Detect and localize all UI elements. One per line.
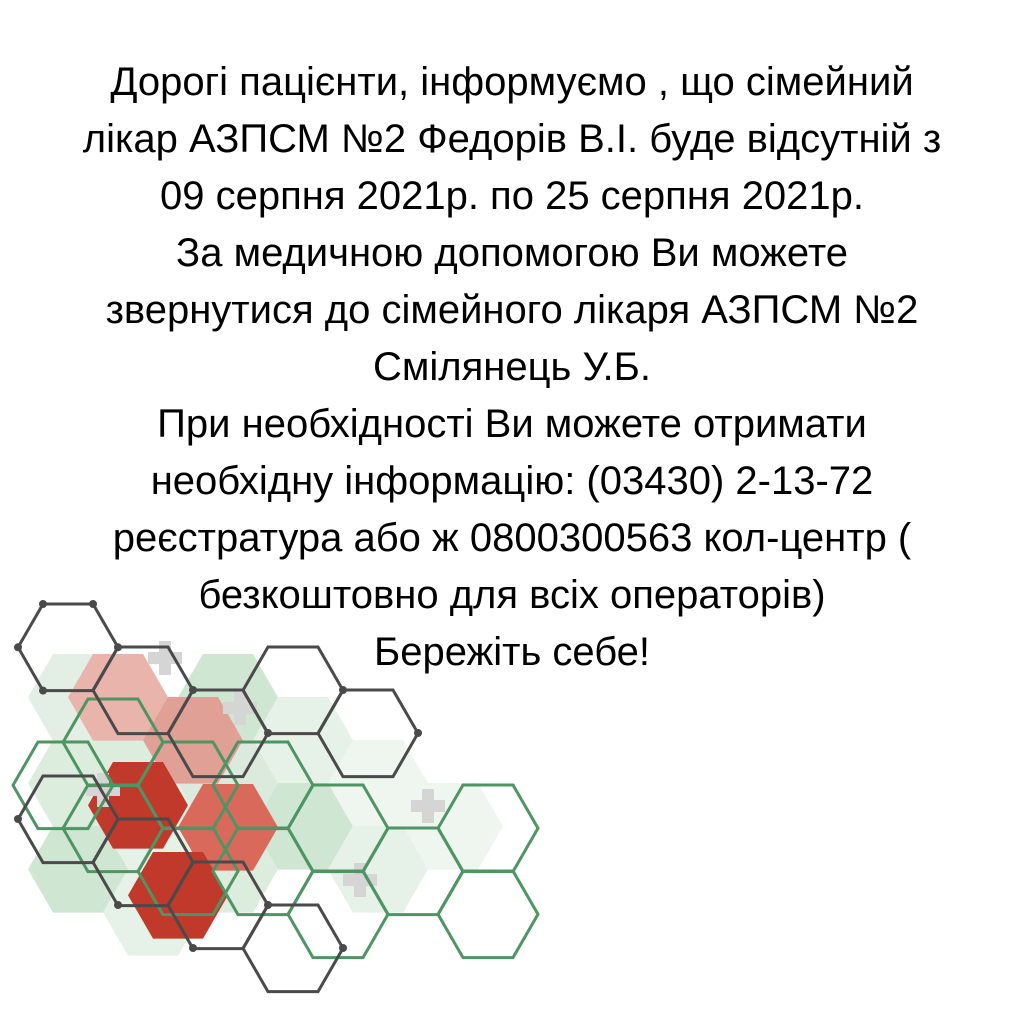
announcement-line: безкоштовно для всіх операторів): [198, 573, 826, 617]
hex-group-red-fills: [68, 654, 278, 939]
announcement-line: лікар АЗПСМ №2 Федорів В.І. буде відсутній з: [82, 117, 942, 161]
hex-group-light-green-fills: [28, 654, 503, 956]
announcement-line: Дорогі пацієнти, інформуємо , що сімейний: [110, 60, 914, 104]
announcement-line: При необхідності Ви можете отримати: [157, 402, 867, 446]
announcement-line: Смілянець У.Б.: [372, 345, 652, 389]
announcement-line: 09 серпня 2021р. по 25 серпня 2021р.: [159, 174, 865, 218]
hex-group-green-outlines: [13, 699, 538, 958]
announcement-line: За медичною допомогою Ви можете: [176, 231, 848, 275]
announcement-line: реєстратура або ж 0800300563 кол-центр (: [112, 516, 912, 560]
announcement-line: звернутися до сімейного лікаря АЗПСМ №2: [105, 288, 919, 332]
announcement-line: Бережіть себе!: [373, 630, 651, 674]
announcement-text-block: [0, 54, 1024, 681]
announcement-line: необхідну інформацію: (03430) 2-13-72: [150, 459, 874, 503]
